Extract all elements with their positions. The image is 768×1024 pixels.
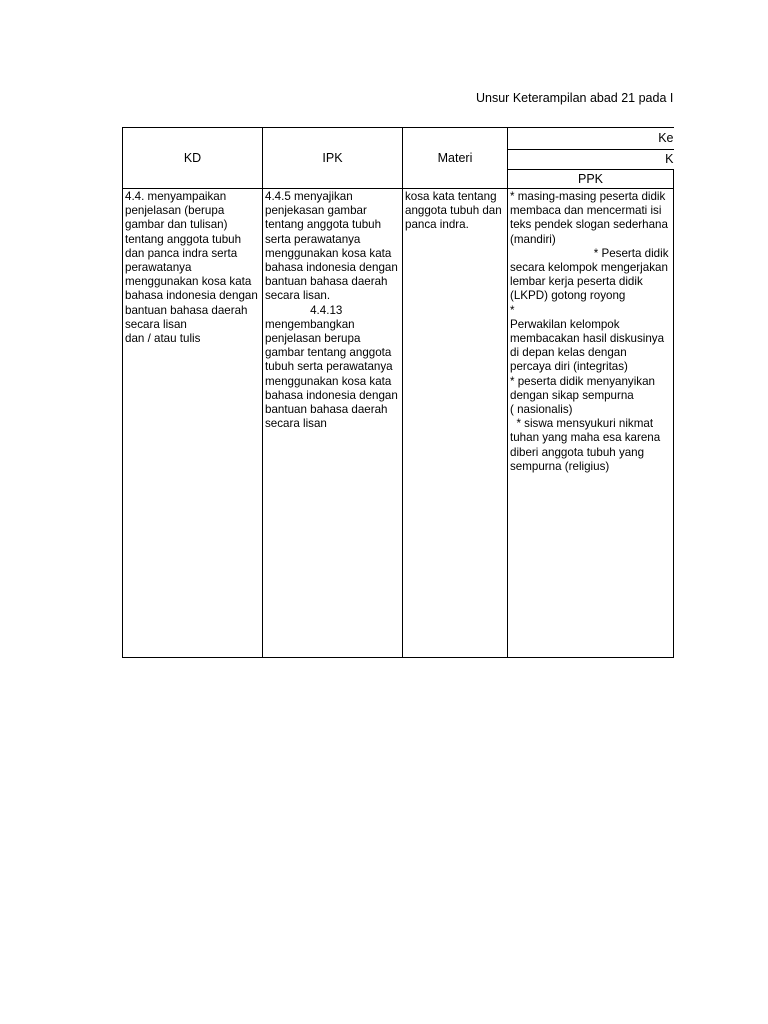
cell-kd-text: 4.4. menyampaikan penjelasan (berupa gambar dan tulisan) tentang anggota tubuh dan panca indra serta perawatanya menggunakan kosa kata bahasa indonesia dengan bantuan bahasa daerah secara lisan dan / atau tulis — [125, 190, 258, 346]
header-group-top: Ke — [508, 128, 674, 150]
table-row — [123, 189, 674, 658]
header-ipk: IPK — [263, 128, 403, 189]
cell-materi-text: kosa kata tentang anggota tubuh dan panca indra. — [405, 190, 505, 232]
cell-ipk-text: 4.4.5 menyajikan penjekasan gambar tentang anggota tubuh serta perawatanya menggunakan kosa kata bahasa indonesia dengan bantuan bahasa daerah secara lisan. 4.4.13 mengembangkan penjelasan berupa gambar tentang anggota tubuh serta perawatanya menggunakan kosa kata bahasa indonesia dengan bantuan bahasa daerah secara lisan — [265, 190, 398, 431]
cell-ppk — [508, 189, 674, 658]
page-title: Unsur Keterampilan abad 21 pada I — [476, 91, 674, 105]
cell-ppk-text: * masing-masing peserta didik membaca dan mencermati isi teks pendek slogan sederhana (mandiri) * Peserta didik secara kelompok mengerjakan lembar kerja peserta didik (LKPD) gotong royong * Perwakilan kelompok membacakan hasil diskusinya di depan kelas dengan percaya diri (integritas) * peserta didik menyanyikan dengan sikap sempurna ( nasionalis) * siswa mensyukuri nikmat tuhan yang maha esa karena diberi anggota tubuh yang sempurna (religius) — [510, 190, 669, 473]
header-materi: Materi — [403, 128, 508, 189]
cell-materi — [403, 189, 508, 658]
cell-ipk — [263, 189, 403, 658]
cell-kd — [123, 189, 263, 658]
header-kd: KD — [123, 128, 263, 189]
curriculum-table — [122, 127, 674, 658]
header-group-mid: K — [508, 149, 674, 170]
header-ppk: PPK — [508, 170, 674, 189]
